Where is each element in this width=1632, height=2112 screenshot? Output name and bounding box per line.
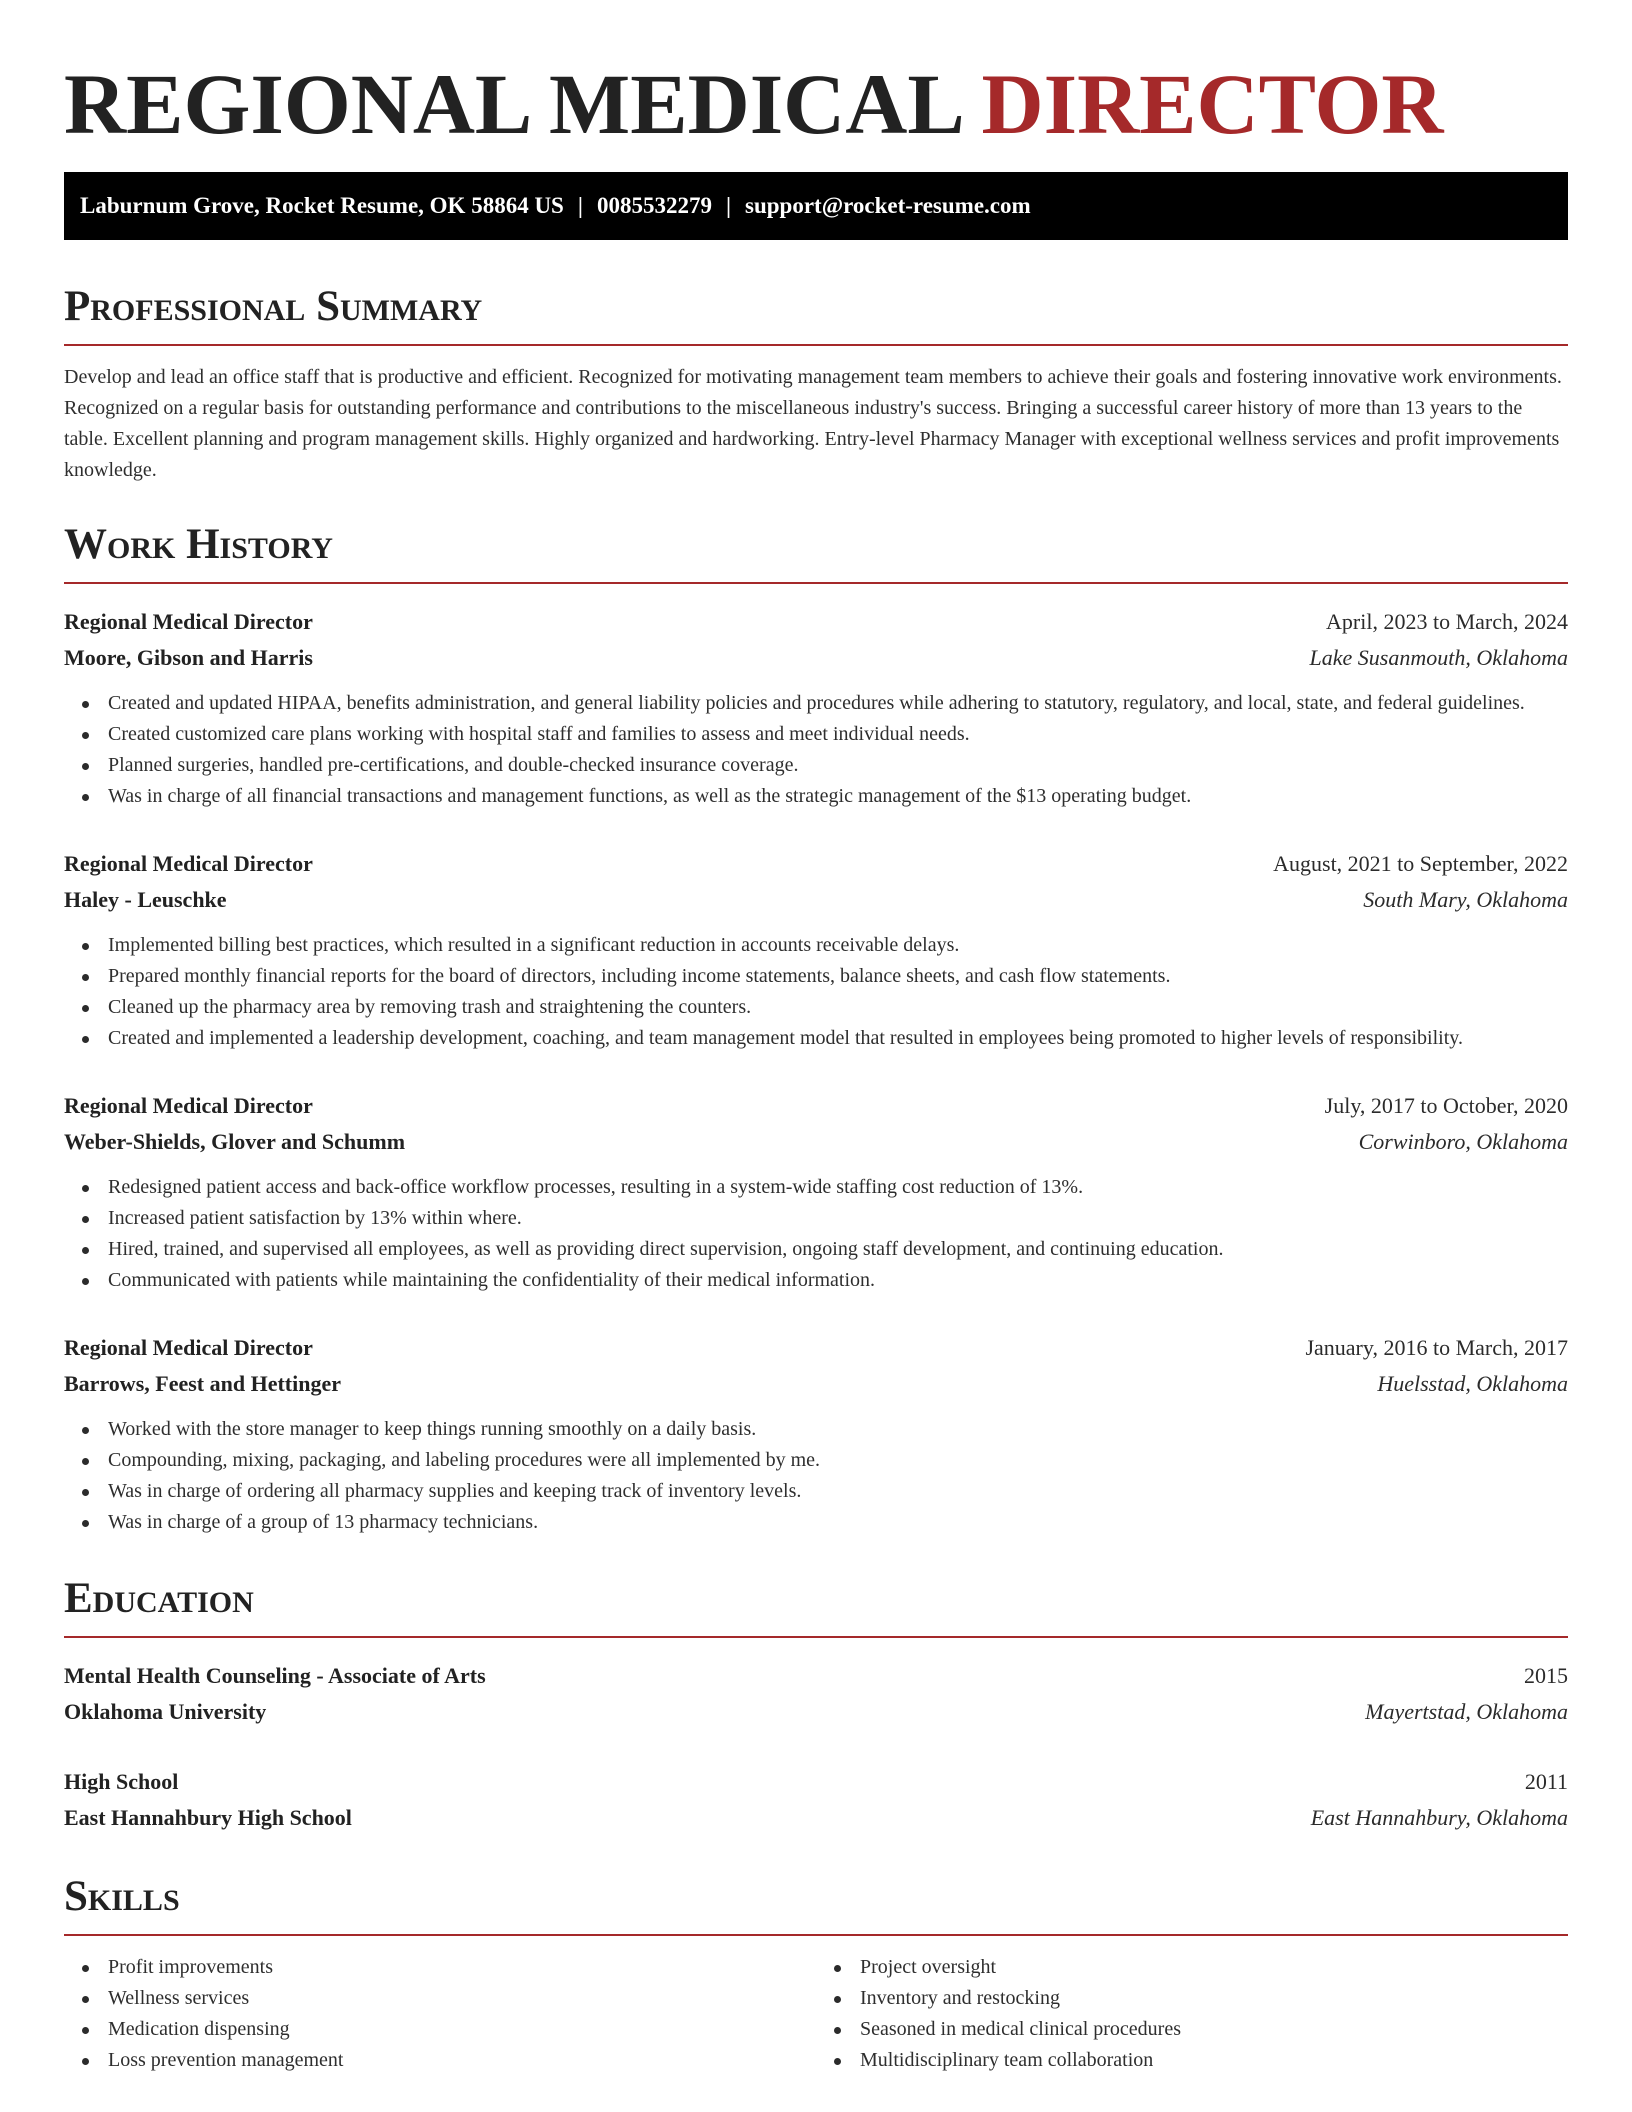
skill-item: Project oversight — [816, 1952, 1568, 1983]
job-bullet: Planned surgeries, handled pre-certifications, and double-checked insurance coverage. — [64, 750, 1568, 781]
job-dates: April, 2023 to March, 2024 — [1326, 609, 1568, 634]
job-bullet: Was in charge of a group of 13 pharmacy technicians. — [64, 1507, 1568, 1538]
education-school: Oklahoma University — [64, 1699, 267, 1724]
education-school: East Hannahbury High School — [64, 1805, 352, 1830]
job-bullet: Created customized care plans working with hospital staff and families to assess and meet individual needs. — [64, 719, 1568, 750]
skill-item: Inventory and restocking — [816, 1983, 1568, 2014]
contact-email[interactable]: support@rocket-resume.com — [745, 193, 1031, 218]
job-location: Huelsstad, Oklahoma — [1377, 1371, 1568, 1396]
education-year: 2015 — [1524, 1663, 1568, 1688]
education-entry — [64, 1764, 1568, 1836]
job-company: Moore, Gibson and Harris — [64, 645, 313, 670]
job-bullets — [64, 930, 1568, 1054]
job-entry — [64, 846, 1568, 1054]
section-heading-summary: Professional Summary — [64, 282, 1568, 346]
job-bullet: Created and implemented a leadership development, coaching, and team management model that resulted in employees being promoted to higher levels of responsibility. — [64, 1023, 1568, 1054]
job-bullet: Communicated with patients while maintaining the confidentiality of their medical information. — [64, 1265, 1568, 1296]
name-first: REGIONAL MEDICAL — [64, 56, 960, 152]
job-location: Lake Susanmouth, Oklahoma — [1309, 645, 1568, 670]
job-bullet: Increased patient satisfaction by 13% within where. — [64, 1203, 1568, 1234]
contact-bar — [64, 172, 1568, 240]
job-company: Weber-Shields, Glover and Schumm — [64, 1129, 406, 1154]
contact-address: Laburnum Grove, Rocket Resume, OK 58864 US — [80, 193, 564, 218]
job-bullet: Created and updated HIPAA, benefits administration, and general liability policies and procedures while adhering to statutory, regulatory, and local, state, and federal guidelines. — [64, 688, 1568, 719]
education-year: 2011 — [1524, 1769, 1568, 1794]
skill-item: Loss prevention management — [64, 2045, 816, 2076]
section-heading-education: Education — [64, 1574, 1568, 1638]
education-entry — [64, 1658, 1568, 1730]
job-dates: January, 2016 to March, 2017 — [1305, 1335, 1568, 1360]
job-bullets — [64, 1414, 1568, 1538]
section-heading-skills: Skills — [64, 1872, 1568, 1936]
job-dates: July, 2017 to October, 2020 — [1324, 1093, 1568, 1118]
job-bullet: Compounding, mixing, packaging, and labeling procedures were all implemented by me. — [64, 1445, 1568, 1476]
job-bullet: Cleaned up the pharmacy area by removing trash and straightening the counters. — [64, 992, 1568, 1023]
job-title: Regional Medical Director — [64, 851, 313, 876]
job-bullet: Was in charge of ordering all pharmacy supplies and keeping track of inventory levels. — [64, 1476, 1568, 1507]
job-bullet: Worked with the store manager to keep things running smoothly on a daily basis. — [64, 1414, 1568, 1445]
job-bullet: Redesigned patient access and back-office workflow processes, resulting in a system-wide staffing cost reduction of 13%. — [64, 1172, 1568, 1203]
name-last: DIRECTOR — [981, 56, 1444, 152]
skill-item: Seasoned in medical clinical procedures — [816, 2014, 1568, 2045]
job-title: Regional Medical Director — [64, 609, 313, 634]
job-title: Regional Medical Director — [64, 1335, 313, 1360]
education-location: Mayertstad, Oklahoma — [1365, 1699, 1568, 1724]
job-entry — [64, 1330, 1568, 1538]
contact-separator: | — [725, 193, 732, 218]
contact-separator: | — [577, 193, 583, 218]
education-degree: High School — [64, 1769, 179, 1794]
summary-text: Develop and lead an office staff that is productive and efficient. Recognized for motivating management team members to achieve their goals and fostering innovative work environments. Recognized on a regular basis for outstanding performance and contributions to the miscellaneous industry's success. Bringing a successful career history of more than 13 years to the table. Excellent planning and program management skills. Highly organized and hardworking. Entry-level Pharmacy Manager with exceptional wellness services and profit improvements knowledge. — [64, 366, 1562, 481]
skill-item: Profit improvements — [64, 1952, 816, 1983]
job-bullets — [64, 688, 1568, 812]
job-company: Haley - Leuschke — [64, 887, 227, 912]
job-bullet: Prepared monthly financial reports for the board of directors, including income statements, balance sheets, and cash flow statements. — [64, 961, 1568, 992]
job-location: South Mary, Oklahoma — [1363, 887, 1568, 912]
skills-column-right — [816, 1952, 1568, 2076]
job-bullets — [64, 1172, 1568, 1296]
education-location: East Hannahbury, Oklahoma — [1310, 1805, 1568, 1830]
section-heading-work-history: Work History — [64, 520, 1568, 584]
job-company: Barrows, Feest and Hettinger — [64, 1371, 341, 1396]
job-bullet: Implemented billing best practices, which resulted in a significant reduction in accounts receivable delays. — [64, 930, 1568, 961]
job-location: Corwinboro, Oklahoma — [1358, 1129, 1568, 1154]
education-degree: Mental Health Counseling - Associate of Arts — [64, 1663, 486, 1688]
job-dates: August, 2021 to September, 2022 — [1273, 851, 1568, 876]
job-bullet: Hired, trained, and supervised all employees, as well as providing direct supervision, ongoing staff development, and continuing education. — [64, 1234, 1568, 1265]
skill-item: Medication dispensing — [64, 2014, 816, 2045]
skills-column-left — [64, 1952, 816, 2076]
skills-grid — [64, 1952, 1568, 2076]
job-entry — [64, 604, 1568, 812]
skill-item: Wellness services — [64, 1983, 816, 2014]
job-entry — [64, 1088, 1568, 1296]
skill-item: Multidisciplinary team collaboration — [816, 2045, 1568, 2076]
job-bullet: Was in charge of all financial transactions and management functions, as well as the strategic management of the $13 operating budget. — [64, 781, 1568, 812]
job-title: Regional Medical Director — [64, 1093, 313, 1118]
contact-phone: 0085532279 — [596, 193, 712, 218]
candidate-name — [64, 58, 1568, 150]
